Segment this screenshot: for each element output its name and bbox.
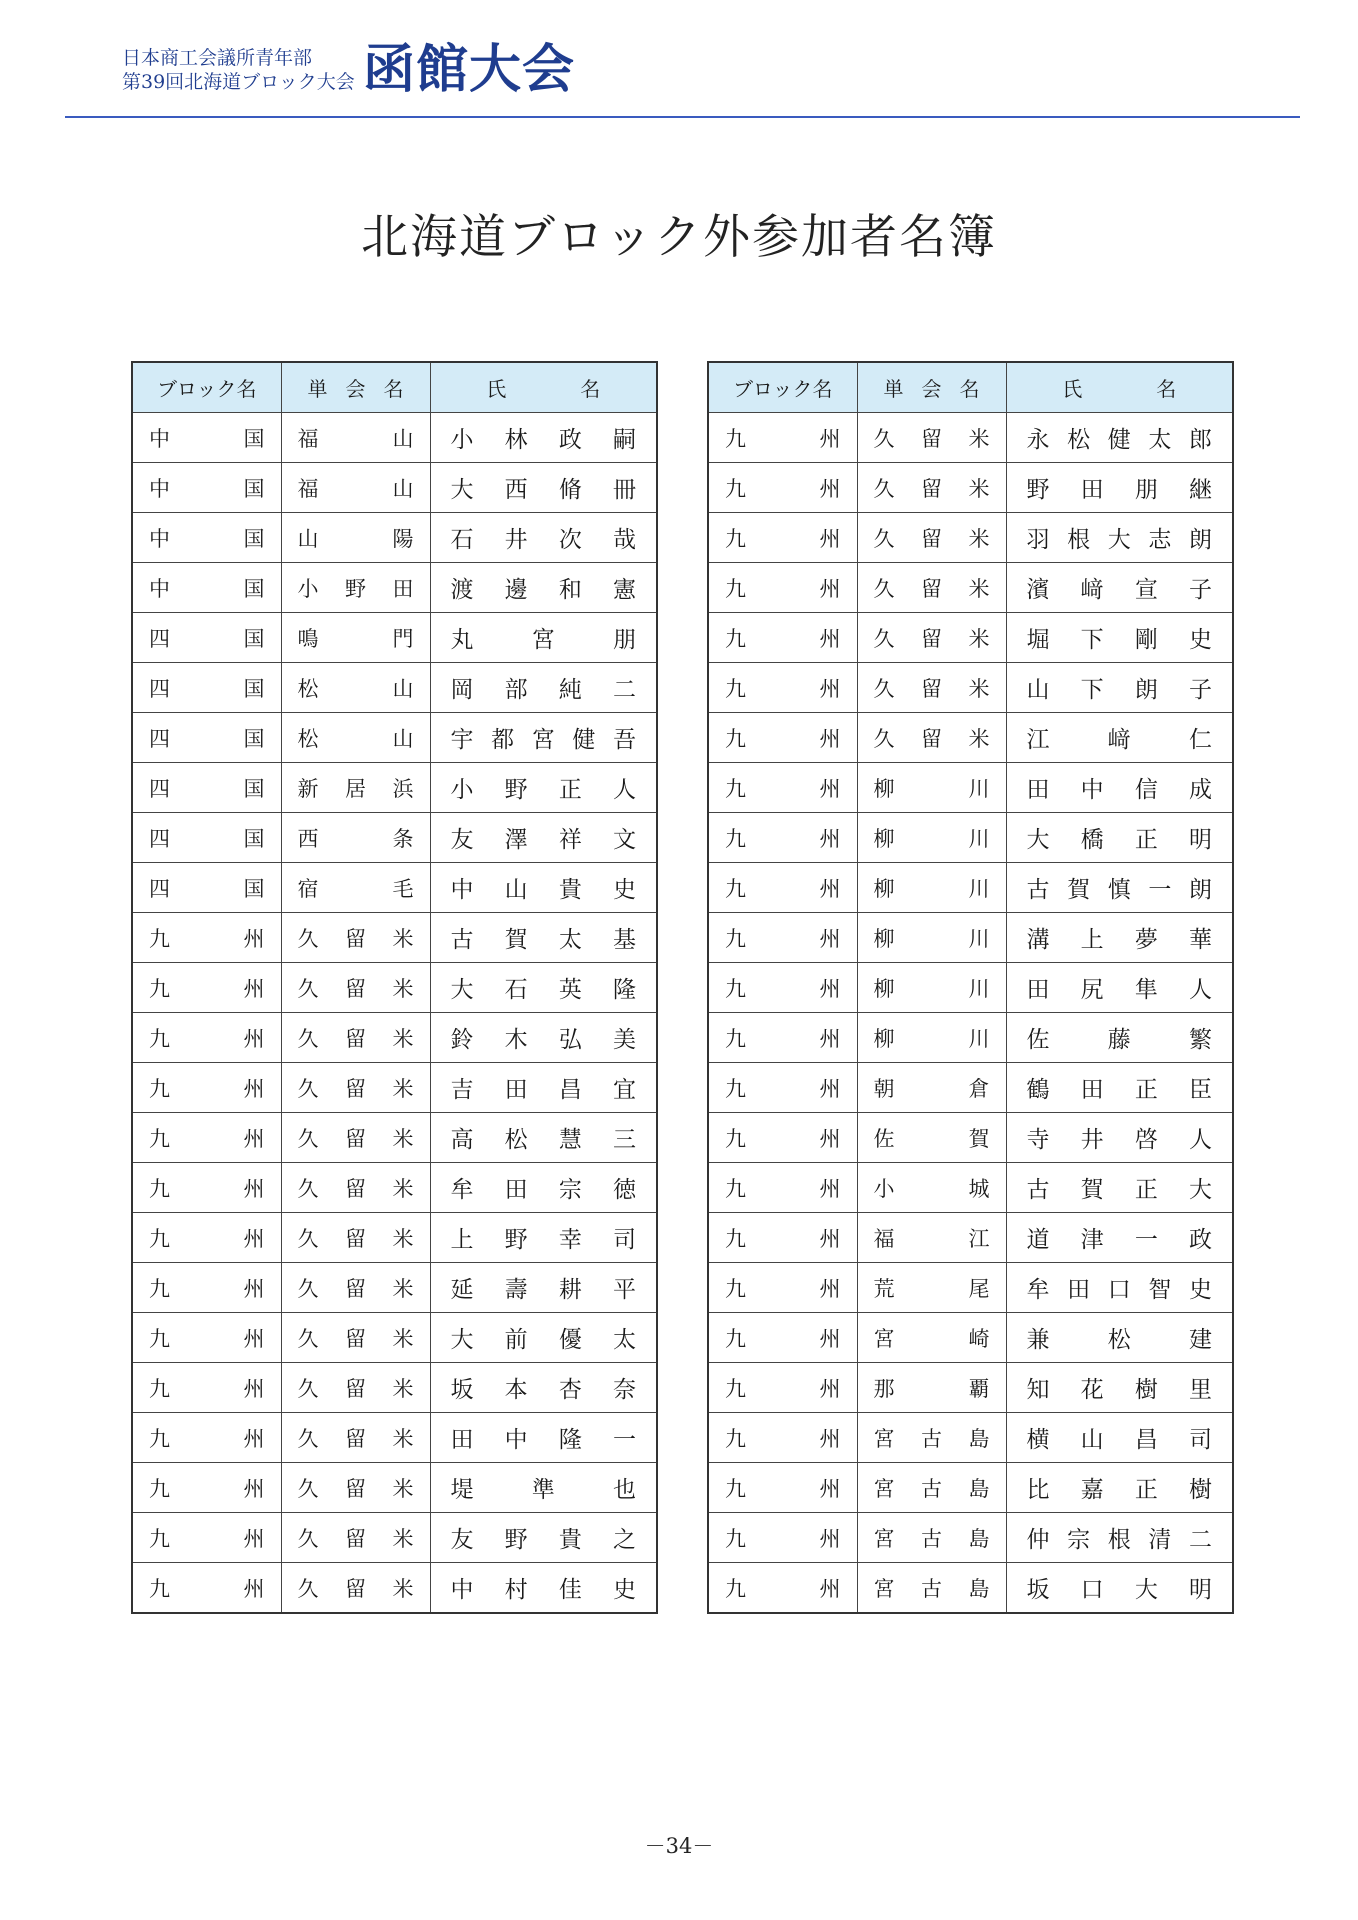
table-row bbox=[132, 1163, 657, 1213]
name-cell: 大 橋 正 明 bbox=[1006, 813, 1233, 863]
name-cell: 山 下 朗 子 bbox=[1006, 663, 1233, 713]
table-row bbox=[132, 1313, 657, 1363]
block-cell: 九 州 bbox=[708, 1463, 857, 1513]
name-cell: 知 花 樹 里 bbox=[1006, 1363, 1233, 1413]
table-row bbox=[132, 963, 657, 1013]
table-row bbox=[132, 563, 657, 613]
chapter-cell: 荒 尾 bbox=[857, 1263, 1006, 1313]
table-row bbox=[132, 1113, 657, 1163]
chapter-cell: 鳴 門 bbox=[281, 613, 430, 663]
block-cell: 中 国 bbox=[132, 513, 281, 563]
name-cell: 比 嘉 正 樹 bbox=[1006, 1463, 1233, 1513]
table-row bbox=[708, 963, 1233, 1013]
chapter-cell: 久 留 米 bbox=[281, 1413, 430, 1463]
block-cell: 九 州 bbox=[708, 713, 857, 763]
block-cell: 九 州 bbox=[132, 1263, 281, 1313]
chapter-cell: 宮 古 島 bbox=[857, 1563, 1006, 1614]
chapter-cell: 柳 川 bbox=[857, 913, 1006, 963]
chapter-cell: 福 山 bbox=[281, 413, 430, 463]
name-cell: 上 野 幸 司 bbox=[430, 1213, 657, 1263]
block-cell: 四 国 bbox=[132, 663, 281, 713]
block-cell: 九 州 bbox=[708, 763, 857, 813]
table-row bbox=[132, 463, 657, 513]
table-row bbox=[132, 1413, 657, 1463]
chapter-cell: 久 留 米 bbox=[857, 563, 1006, 613]
table-row bbox=[132, 1213, 657, 1263]
block-cell: 九 州 bbox=[132, 963, 281, 1013]
block-cell: 九 州 bbox=[708, 913, 857, 963]
chapter-cell: 久 留 米 bbox=[857, 413, 1006, 463]
name-cell: 田 中 隆 一 bbox=[430, 1413, 657, 1463]
block-cell: 中 国 bbox=[132, 463, 281, 513]
name-cell: 鈴 木 弘 美 bbox=[430, 1013, 657, 1063]
block-cell: 九 州 bbox=[132, 1063, 281, 1113]
block-cell: 九 州 bbox=[708, 1163, 857, 1213]
column-header-chapter: 単 会 名 bbox=[857, 362, 1006, 413]
block-cell: 九 州 bbox=[132, 1163, 281, 1213]
header-event-title: 函館大会 bbox=[363, 39, 576, 100]
block-cell: 九 州 bbox=[708, 613, 857, 663]
block-cell: 九 州 bbox=[708, 1013, 857, 1063]
block-cell: 九 州 bbox=[132, 1413, 281, 1463]
name-cell: 岡 部 純 二 bbox=[430, 663, 657, 713]
chapter-cell: 宮 古 島 bbox=[857, 1513, 1006, 1563]
table-row bbox=[132, 1363, 657, 1413]
table-row bbox=[708, 1213, 1233, 1263]
chapter-cell: 久 留 米 bbox=[281, 1213, 430, 1263]
block-cell: 九 州 bbox=[708, 563, 857, 613]
name-cell: 溝 上 夢 華 bbox=[1006, 913, 1233, 963]
chapter-cell: 佐 賀 bbox=[857, 1113, 1006, 1163]
name-cell: 仲 宗 根 清 二 bbox=[1006, 1513, 1233, 1563]
chapter-cell: 久 留 米 bbox=[281, 1263, 430, 1313]
name-cell: 田 中 信 成 bbox=[1006, 763, 1233, 813]
name-cell: 堤 準 也 bbox=[430, 1463, 657, 1513]
block-cell: 九 州 bbox=[708, 1563, 857, 1614]
table-row bbox=[708, 1413, 1233, 1463]
page-title: 北海道ブロック外参加者名簿 bbox=[360, 210, 998, 265]
block-cell: 九 州 bbox=[708, 463, 857, 513]
block-cell: 九 州 bbox=[132, 1363, 281, 1413]
name-cell: 兼 松 建 bbox=[1006, 1313, 1233, 1363]
chapter-cell: 久 留 米 bbox=[281, 1363, 430, 1413]
block-cell: 九 州 bbox=[708, 1313, 857, 1363]
chapter-cell: 西 条 bbox=[281, 813, 430, 863]
name-cell: 中 村 佳 史 bbox=[430, 1563, 657, 1614]
table-row bbox=[132, 1563, 657, 1614]
chapter-cell: 那 覇 bbox=[857, 1363, 1006, 1413]
name-cell: 濱 﨑 宣 子 bbox=[1006, 563, 1233, 613]
block-cell: 四 国 bbox=[132, 713, 281, 763]
table-row bbox=[708, 1563, 1233, 1614]
column-header-chapter: 単 会 名 bbox=[281, 362, 430, 413]
name-cell: 古 賀 正 大 bbox=[1006, 1163, 1233, 1213]
block-cell: 九 州 bbox=[132, 1013, 281, 1063]
block-cell: 九 州 bbox=[708, 1513, 857, 1563]
table-row bbox=[708, 1113, 1233, 1163]
table-row bbox=[708, 1163, 1233, 1213]
table-row bbox=[132, 1013, 657, 1063]
chapter-cell: 久 留 米 bbox=[281, 1063, 430, 1113]
chapter-cell: 山 陽 bbox=[281, 513, 430, 563]
chapter-cell: 久 留 米 bbox=[281, 1313, 430, 1363]
block-cell: 九 州 bbox=[132, 913, 281, 963]
block-cell: 四 国 bbox=[132, 763, 281, 813]
header-organization: 日本商工会議所青年部 bbox=[122, 47, 313, 69]
table-row bbox=[708, 513, 1233, 563]
name-cell: 江 﨑 仁 bbox=[1006, 713, 1233, 763]
page-header bbox=[0, 0, 1358, 120]
chapter-cell: 松 山 bbox=[281, 663, 430, 713]
participant-table-right bbox=[707, 361, 1234, 1614]
chapter-cell: 久 留 米 bbox=[281, 1563, 430, 1614]
name-cell: 友 澤 祥 文 bbox=[430, 813, 657, 863]
table-row bbox=[132, 863, 657, 913]
table-row bbox=[708, 1013, 1233, 1063]
table-row bbox=[132, 913, 657, 963]
name-cell: 坂 口 大 明 bbox=[1006, 1563, 1233, 1614]
name-cell: 大 石 英 隆 bbox=[430, 963, 657, 1013]
table-header-row bbox=[708, 362, 1233, 413]
name-cell: 道 津 一 政 bbox=[1006, 1213, 1233, 1263]
column-header-name: 氏 名 bbox=[1006, 362, 1233, 413]
chapter-cell: 久 留 米 bbox=[281, 1013, 430, 1063]
column-header-block: ブロック名 bbox=[708, 362, 857, 413]
name-cell: 鶴 田 正 臣 bbox=[1006, 1063, 1233, 1113]
block-cell: 四 国 bbox=[132, 863, 281, 913]
name-cell: 横 山 昌 司 bbox=[1006, 1413, 1233, 1463]
chapter-cell: 朝 倉 bbox=[857, 1063, 1006, 1113]
chapter-cell: 松 山 bbox=[281, 713, 430, 763]
table-row bbox=[708, 763, 1233, 813]
name-cell: 寺 井 啓 人 bbox=[1006, 1113, 1233, 1163]
page-number: －34－ bbox=[644, 1834, 714, 1858]
chapter-cell: 新 居 浜 bbox=[281, 763, 430, 813]
table-row bbox=[132, 613, 657, 663]
block-cell: 九 州 bbox=[708, 813, 857, 863]
chapter-cell: 久 留 米 bbox=[857, 513, 1006, 563]
table-row bbox=[708, 1263, 1233, 1313]
chapter-cell: 小 城 bbox=[857, 1163, 1006, 1213]
table-row bbox=[708, 613, 1233, 663]
chapter-cell: 福 山 bbox=[281, 463, 430, 513]
table-row bbox=[132, 663, 657, 713]
name-cell: 中 山 貴 史 bbox=[430, 863, 657, 913]
chapter-cell: 久 留 米 bbox=[857, 663, 1006, 713]
table-row bbox=[708, 863, 1233, 913]
table-row bbox=[708, 1063, 1233, 1113]
table-row bbox=[132, 413, 657, 463]
table-row bbox=[708, 413, 1233, 463]
table-row bbox=[132, 763, 657, 813]
name-cell: 石 井 次 哉 bbox=[430, 513, 657, 563]
chapter-cell: 久 留 米 bbox=[857, 713, 1006, 763]
chapter-cell: 柳 川 bbox=[857, 863, 1006, 913]
name-cell: 大 前 優 太 bbox=[430, 1313, 657, 1363]
name-cell: 小 野 正 人 bbox=[430, 763, 657, 813]
table-row bbox=[708, 813, 1233, 863]
block-cell: 四 国 bbox=[132, 813, 281, 863]
block-cell: 九 州 bbox=[708, 1213, 857, 1263]
table-row bbox=[708, 563, 1233, 613]
chapter-cell: 柳 川 bbox=[857, 813, 1006, 863]
block-cell: 九 州 bbox=[708, 1413, 857, 1463]
table-row bbox=[708, 713, 1233, 763]
header-event: 第39回北海道ブロック大会 bbox=[122, 71, 355, 93]
header-divider bbox=[65, 116, 1300, 118]
chapter-cell: 福 江 bbox=[857, 1213, 1006, 1263]
block-cell: 九 州 bbox=[132, 1463, 281, 1513]
name-cell: 坂 本 杏 奈 bbox=[430, 1363, 657, 1413]
chapter-cell: 久 留 米 bbox=[281, 963, 430, 1013]
table-row bbox=[708, 1463, 1233, 1513]
name-cell: 小 林 政 嗣 bbox=[430, 413, 657, 463]
chapter-cell: 柳 川 bbox=[857, 963, 1006, 1013]
block-cell: 九 州 bbox=[132, 1213, 281, 1263]
name-cell: 渡 邊 和 憲 bbox=[430, 563, 657, 613]
name-cell: 牟 田 宗 徳 bbox=[430, 1163, 657, 1213]
block-cell: 九 州 bbox=[708, 663, 857, 713]
name-cell: 牟 田 口 智 史 bbox=[1006, 1263, 1233, 1313]
chapter-cell: 久 留 米 bbox=[857, 463, 1006, 513]
table-row bbox=[708, 1513, 1233, 1563]
table-row bbox=[132, 513, 657, 563]
block-cell: 九 州 bbox=[708, 1113, 857, 1163]
participant-table-left bbox=[131, 361, 658, 1614]
block-cell: 九 州 bbox=[132, 1513, 281, 1563]
name-cell: 丸 宮 朋 bbox=[430, 613, 657, 663]
chapter-cell: 久 留 米 bbox=[857, 613, 1006, 663]
column-header-block: ブロック名 bbox=[132, 362, 281, 413]
name-cell: 高 松 慧 三 bbox=[430, 1113, 657, 1163]
table-row bbox=[708, 1363, 1233, 1413]
name-cell: 宇 都 宮 健 吾 bbox=[430, 713, 657, 763]
name-cell: 古 賀 慎 一 朗 bbox=[1006, 863, 1233, 913]
block-cell: 九 州 bbox=[708, 863, 857, 913]
chapter-cell: 宮 崎 bbox=[857, 1313, 1006, 1363]
table-row bbox=[708, 1313, 1233, 1363]
block-cell: 九 州 bbox=[708, 413, 857, 463]
name-cell: 田 尻 隼 人 bbox=[1006, 963, 1233, 1013]
chapter-cell: 久 留 米 bbox=[281, 1513, 430, 1563]
chapter-cell: 宿 毛 bbox=[281, 863, 430, 913]
block-cell: 九 州 bbox=[708, 513, 857, 563]
block-cell: 九 州 bbox=[132, 1563, 281, 1614]
block-cell: 中 国 bbox=[132, 563, 281, 613]
chapter-cell: 久 留 米 bbox=[281, 1163, 430, 1213]
chapter-cell: 久 留 米 bbox=[281, 1113, 430, 1163]
table-row bbox=[708, 663, 1233, 713]
block-cell: 九 州 bbox=[708, 1063, 857, 1113]
table-row bbox=[132, 1463, 657, 1513]
name-cell: 友 野 貴 之 bbox=[430, 1513, 657, 1563]
column-header-name: 氏 名 bbox=[430, 362, 657, 413]
name-cell: 吉 田 昌 宜 bbox=[430, 1063, 657, 1113]
name-cell: 永 松 健 太 郎 bbox=[1006, 413, 1233, 463]
name-cell: 野 田 朋 継 bbox=[1006, 463, 1233, 513]
table-header-row bbox=[132, 362, 657, 413]
table-row bbox=[708, 463, 1233, 513]
block-cell: 四 国 bbox=[132, 613, 281, 663]
table-row bbox=[132, 1513, 657, 1563]
name-cell: 堀 下 剛 史 bbox=[1006, 613, 1233, 663]
block-cell: 九 州 bbox=[132, 1313, 281, 1363]
name-cell: 佐 藤 繁 bbox=[1006, 1013, 1233, 1063]
block-cell: 九 州 bbox=[708, 1363, 857, 1413]
table-row bbox=[132, 713, 657, 763]
table-row bbox=[708, 913, 1233, 963]
chapter-cell: 柳 川 bbox=[857, 763, 1006, 813]
chapter-cell: 宮 古 島 bbox=[857, 1413, 1006, 1463]
chapter-cell: 久 留 米 bbox=[281, 913, 430, 963]
name-cell: 延 壽 耕 平 bbox=[430, 1263, 657, 1313]
name-cell: 古 賀 太 基 bbox=[430, 913, 657, 963]
block-cell: 九 州 bbox=[132, 1113, 281, 1163]
table-row bbox=[132, 813, 657, 863]
chapter-cell: 小 野 田 bbox=[281, 563, 430, 613]
block-cell: 九 州 bbox=[708, 1263, 857, 1313]
block-cell: 中 国 bbox=[132, 413, 281, 463]
name-cell: 大 西 脩 冊 bbox=[430, 463, 657, 513]
chapter-cell: 宮 古 島 bbox=[857, 1463, 1006, 1513]
name-cell: 羽 根 大 志 朗 bbox=[1006, 513, 1233, 563]
table-row bbox=[132, 1063, 657, 1113]
chapter-cell: 柳 川 bbox=[857, 1013, 1006, 1063]
block-cell: 九 州 bbox=[708, 963, 857, 1013]
table-row bbox=[132, 1263, 657, 1313]
chapter-cell: 久 留 米 bbox=[281, 1463, 430, 1513]
